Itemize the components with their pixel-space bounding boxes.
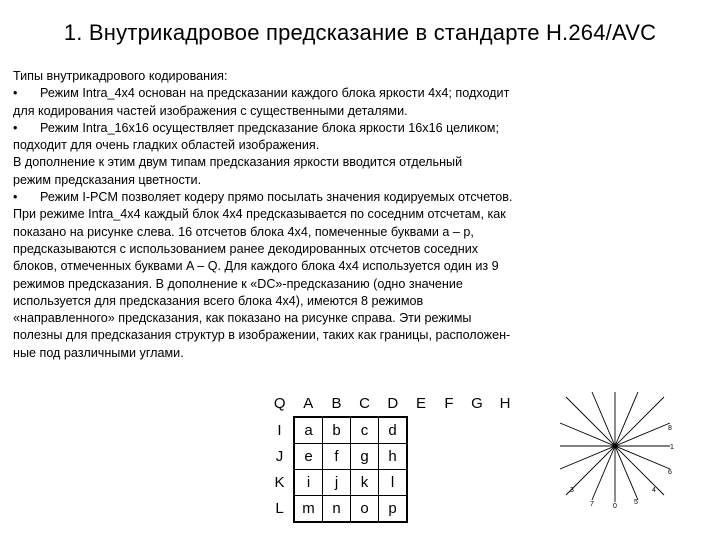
text-line [13, 103, 618, 120]
text-line [13, 241, 618, 258]
text-line [13, 310, 618, 327]
text-line [13, 345, 618, 362]
line-text: Режим Intra_16x16 осуществляет предсказание блока яркости 16x16 целиком; [40, 120, 499, 135]
slide-title: 1. Внутрикадровое предсказание в стандарте H.264/AVC [63, 20, 657, 45]
grid-cell: Q [273, 395, 286, 413]
grid-cell: J [275, 448, 284, 465]
grid-cell: B [331, 395, 342, 412]
line-text: для кодирования частей изображения с существенными деталями. [13, 103, 408, 118]
line-text: используется для предсказания всего блока 4x4), имеются 8 режимов [13, 293, 424, 308]
grid-cell: p [379, 496, 408, 523]
grid-cell: j [323, 470, 351, 496]
grid-row [266, 470, 520, 496]
body-text [13, 68, 618, 362]
grid-cell: n [323, 496, 351, 523]
grid-cell: d [379, 417, 408, 444]
grid-cell: i [294, 470, 323, 496]
mode-label: 4 [652, 487, 656, 494]
grid-cell: L [275, 500, 284, 518]
text-line [13, 327, 618, 344]
grid-cell: a [294, 417, 323, 444]
bullet: • [13, 86, 18, 101]
bullet: • [13, 120, 18, 135]
text-line [13, 206, 618, 223]
prediction-modes-diagram [556, 388, 680, 520]
grid-cell: c [351, 417, 379, 444]
line-text: режимов предсказания. В дополнение к «DC»-предсказанию (одно значение [13, 276, 463, 291]
grid-cell: H [499, 395, 511, 413]
grid-cell: b [323, 417, 351, 444]
line-text: предсказываются с использованием ранее декодированных отсчетов соседних [13, 241, 479, 256]
line-text: режим предсказания цветности. [13, 172, 202, 187]
grid-cell: k [351, 470, 379, 496]
text-line [13, 172, 618, 189]
line-text: В дополнение к этим двум типам предсказания яркости вводится отдельный [13, 155, 463, 170]
mode-label: 8 [668, 425, 672, 432]
mode-label: 6 [668, 469, 672, 476]
text-line [13, 293, 618, 310]
grid-cell: E [415, 395, 426, 413]
grid-row [266, 417, 520, 444]
text-line [13, 120, 618, 137]
grid-cell: h [379, 444, 408, 470]
grid-row [266, 391, 520, 418]
mode-label: 0 [613, 503, 617, 510]
pixel-grid [265, 390, 520, 523]
line-text: Режим Intra_4x4 основан на предсказании каждого блока яркости 4x4; подходит [40, 86, 510, 101]
grid-cell: D [387, 395, 399, 412]
text-line [13, 189, 618, 206]
grid-cell: l [379, 470, 408, 496]
grid-row [266, 496, 520, 523]
text-line [13, 85, 618, 102]
line-text: ные под различными углами. [13, 345, 184, 360]
text-line [13, 137, 618, 154]
mode-label: 5 [634, 499, 638, 506]
grid-cell: e [294, 444, 323, 470]
grid-cell: f [323, 444, 351, 470]
grid-cell: C [359, 395, 370, 412]
grid-cell: A [303, 395, 314, 412]
line-text: показано на рисунке слева. 16 отсчетов блока 4x4, помеченные буквами a – p, [13, 224, 474, 239]
mode-label: 7 [590, 501, 594, 508]
line-text: полезны для предсказания структур в изображении, таких как границы, расположен- [13, 328, 511, 343]
grid-cell: G [471, 395, 483, 413]
mode-label: 1 [670, 444, 674, 451]
grid-row [266, 444, 520, 470]
bullet: • [13, 190, 18, 205]
text-line [13, 276, 618, 293]
text-line [13, 258, 618, 275]
grid-cell: F [444, 395, 454, 413]
line-text: блоков, отмеченных буквами A – Q. Для каждого блока 4x4 используется один из 9 [13, 259, 499, 274]
grid-cell: g [351, 444, 379, 470]
text-line [13, 68, 618, 85]
grid-cell: o [351, 496, 379, 523]
line-text: При режиме Intra_4x4 каждый блок 4x4 предсказывается по соседним отсчетам, как [13, 207, 506, 222]
line-text: Типы внутрикадрового кодирования: [13, 69, 228, 83]
grid-cell: m [294, 496, 323, 523]
text-line [13, 154, 618, 171]
grid-cell: K [274, 474, 285, 491]
line-text: Режим I-PCM позволяет кодеру прямо посылать значения кодируемых отсчетов. [40, 190, 513, 205]
text-line [13, 224, 618, 241]
grid-cell: I [277, 421, 282, 439]
line-text: подходит для очень гладких областей изображения. [13, 138, 320, 153]
mode-label: 3 [570, 487, 574, 494]
line-text: «направленного» предсказания, как показано на рисунке справа. Эти режимы [13, 311, 472, 326]
